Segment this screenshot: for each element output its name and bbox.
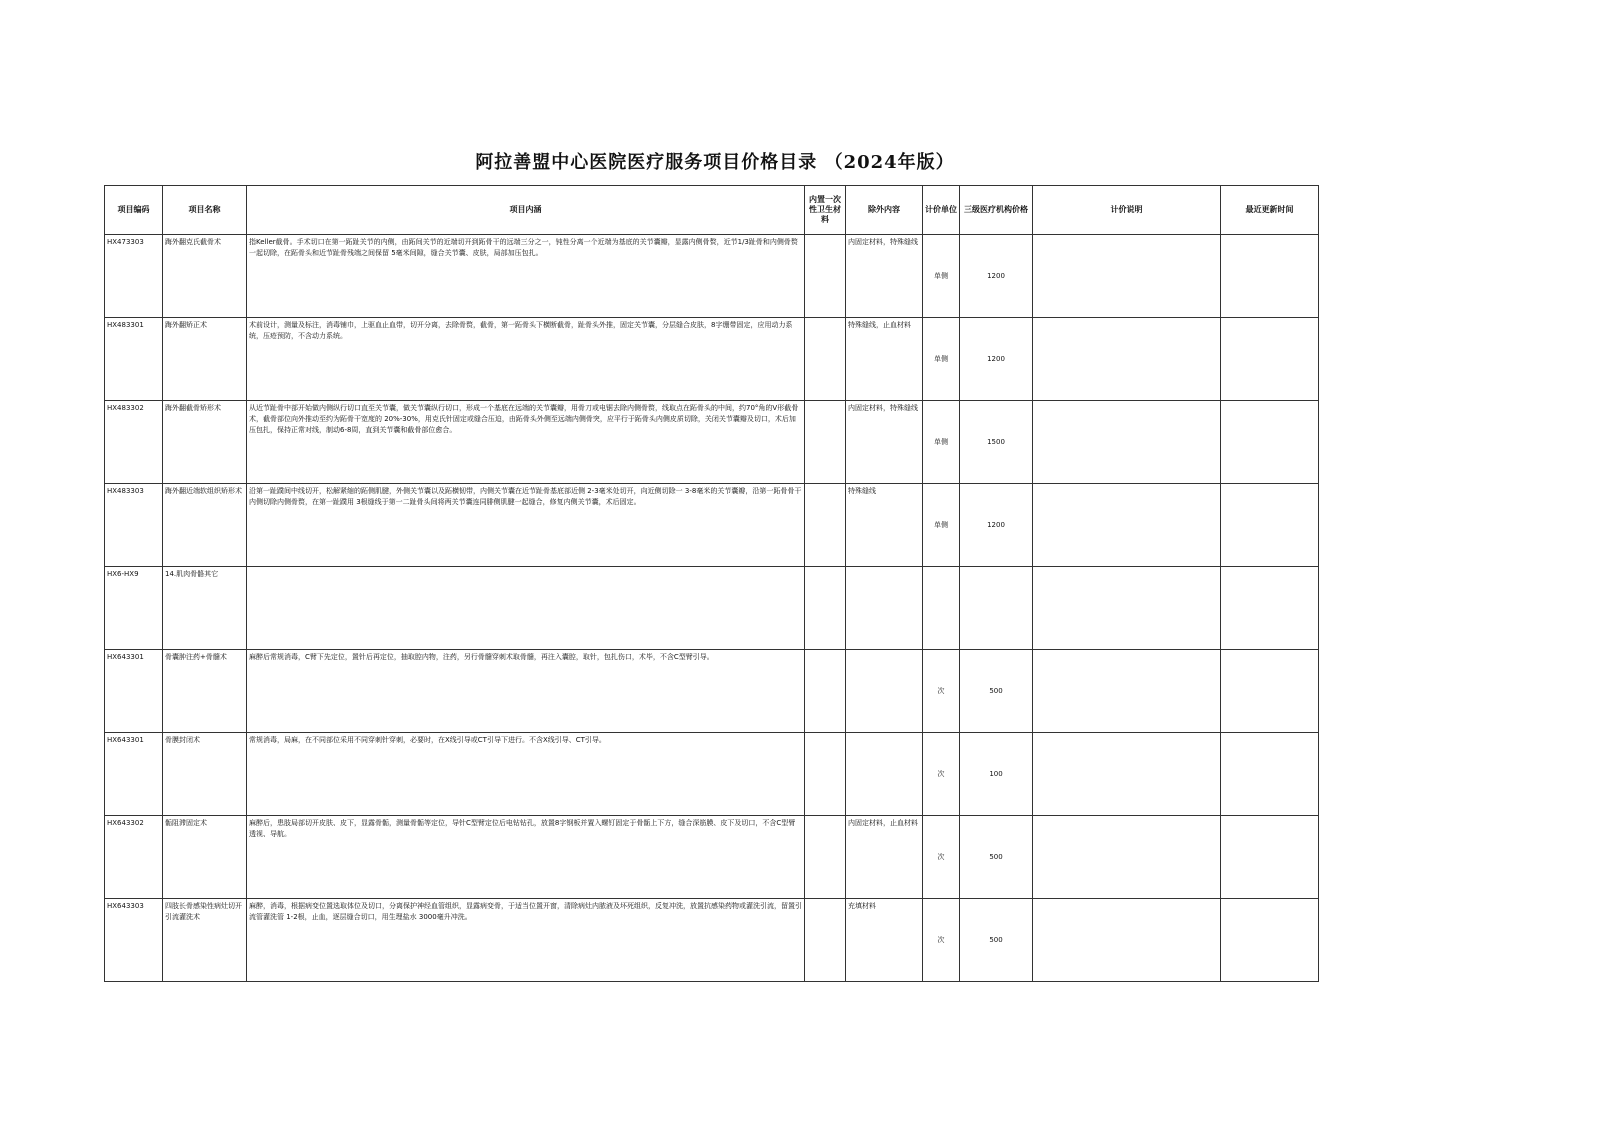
cell-note [1033, 401, 1221, 484]
price-table [104, 185, 1319, 982]
cell-material [805, 567, 846, 650]
cell-exclude: 特殊缝线 [846, 484, 923, 567]
cell-note [1033, 318, 1221, 401]
column-header-material: 内置一次性卫生材料 [805, 186, 846, 235]
cell-unit [923, 567, 960, 650]
table-row [105, 733, 1319, 816]
cell-updated [1221, 235, 1319, 318]
cell-name: 踇外翻矫正术 [163, 318, 247, 401]
cell-code: HX643301 [105, 733, 163, 816]
cell-unit: 次 [923, 733, 960, 816]
cell-note [1033, 816, 1221, 899]
cell-code: HX483303 [105, 484, 163, 567]
cell-content: 麻醉后，患肢局部切开皮肤、皮下，显露骨骺，测量骨骺等定位，导针C型臂定位后电钻钻孔，放置8字钢板并置入螺钉固定于骨骺上下方，缝合深筋膜、皮下及切口，不含C型臂透视、导航。 [247, 816, 805, 899]
cell-material [805, 401, 846, 484]
table-row [105, 401, 1319, 484]
cell-updated [1221, 401, 1319, 484]
cell-price: 1500 [960, 401, 1033, 484]
cell-updated [1221, 567, 1319, 650]
cell-name: 14.肌肉骨骼其它 [163, 567, 247, 650]
cell-price: 1200 [960, 235, 1033, 318]
column-header-unit: 计价单位 [923, 186, 960, 235]
cell-content: 术前设计，测量及标注，消毒铺巾，上驱血止血带，切开分离，去除骨赘，截骨，第一跖骨头下横断截骨，趾骨头外推，固定关节囊，分层缝合皮肤，8字绷带固定，应用动力系统，压疮预防，不含动力系统。 [247, 318, 805, 401]
cell-unit: 单侧 [923, 318, 960, 401]
cell-note [1033, 235, 1221, 318]
cell-unit: 单侧 [923, 235, 960, 318]
cell-note [1033, 733, 1221, 816]
cell-exclude [846, 650, 923, 733]
cell-material [805, 484, 846, 567]
table-row [105, 816, 1319, 899]
cell-exclude: 内固定材料，止血材料 [846, 816, 923, 899]
cell-code: HX643302 [105, 816, 163, 899]
cell-content: 指Keller截骨。手术切口在第一跖趾关节的内侧，由跖间关节的近端切开到跖骨干的远端三分之一，钝性分离一个近端为基底的关节囊瓣，显露内侧骨赘，近节1/3趾骨和内侧骨赘一起切除，在跖骨头和近节趾骨残端之间保留 5毫米间隙，缝合关节囊、皮肤，局部加压包扎。 [247, 235, 805, 318]
column-header-updated: 最近更新时间 [1221, 186, 1319, 235]
cell-exclude: 内固定材料，特殊缝线 [846, 235, 923, 318]
cell-content: 麻醉，消毒，根据病变位置选取体位及切口，分离保护神经血管组织，显露病变骨，于适当位置开窗，清除病灶内脓液及坏死组织，反复冲洗，放置抗感染药物或灌洗引流，留置引流管灌洗管 1-2根，止血，逐层缝合切口，用生理盐水 3000毫升冲洗。 [247, 899, 805, 982]
cell-price: 500 [960, 650, 1033, 733]
cell-content: 从近节趾骨中部开始做内侧纵行切口直至关节囊，做关节囊纵行切口，形成一个基底在远端的关节囊瓣，用骨刀或电锯去除内侧骨赘，线取点在跖骨头的中间，约70°角的V形截骨术，截骨部位向外推动至约为跖骨干宽度的 20%-30%，用克氏针固定或缝合压迫，由跖骨头外侧至远端内侧骨突，应平行于跖骨头内侧皮质切除，关闭关节囊瓣及切口，术后加压包扎，保持正常对线，制动6-8周，直到关节囊和截骨部位愈合。 [247, 401, 805, 484]
cell-material [805, 733, 846, 816]
cell-exclude: 充填材料 [846, 899, 923, 982]
cell-name: 踇外翻克氏截骨术 [163, 235, 247, 318]
column-header-name: 项目名称 [163, 186, 247, 235]
cell-updated [1221, 650, 1319, 733]
cell-content [247, 567, 805, 650]
cell-material [805, 816, 846, 899]
cell-unit: 次 [923, 899, 960, 982]
cell-note [1033, 567, 1221, 650]
table-row [105, 650, 1319, 733]
column-header-exclude: 除外内容 [846, 186, 923, 235]
cell-updated [1221, 899, 1319, 982]
cell-updated [1221, 484, 1319, 567]
table-row [105, 484, 1319, 567]
table-header-row [105, 186, 1319, 235]
cell-unit: 单侧 [923, 484, 960, 567]
cell-code: HX483301 [105, 318, 163, 401]
cell-updated [1221, 816, 1319, 899]
cell-unit: 单侧 [923, 401, 960, 484]
cell-content: 沿第一趾蹼间中线切开，松解紧缩的跖侧肌腱，外侧关节囊以及跖横韧带，内侧关节囊在近节趾骨基底部近侧 2-3毫米处切开，向近侧切除一 3-8毫米的关节囊瓣，沿第一跖骨骨干内侧切除内侧骨赘，在第一趾蹼用 3根缝线于第一二趾骨头间将两关节囊连同腓侧肌腱一起缝合，修复内侧关节囊，术后固定。 [247, 484, 805, 567]
cell-name: 踇外翻截骨矫形术 [163, 401, 247, 484]
column-header-content: 项目内涵 [247, 186, 805, 235]
cell-updated [1221, 318, 1319, 401]
cell-code: HX6-HX9 [105, 567, 163, 650]
cell-unit: 次 [923, 650, 960, 733]
cell-unit: 次 [923, 816, 960, 899]
cell-name: 踇外翻近端软组织矫形术 [163, 484, 247, 567]
cell-price: 500 [960, 816, 1033, 899]
cell-material [805, 318, 846, 401]
cell-name: 骨囊肿注药+骨髓术 [163, 650, 247, 733]
cell-material [805, 235, 846, 318]
cell-exclude: 内固定材料，特殊缝线 [846, 401, 923, 484]
cell-content: 常规消毒，局麻，在不同部位采用不同穿刺针穿刺，必要时，在X线引导或CT引导下进行。不含X线引导、CT引导。 [247, 733, 805, 816]
document-title: 阿拉善盟中心医院医疗服务项目价格目录 （2024年版） [475, 152, 955, 173]
cell-price: 1200 [960, 318, 1033, 401]
cell-exclude: 特殊缝线，止血材料 [846, 318, 923, 401]
cell-note [1033, 650, 1221, 733]
column-header-code: 项目编码 [105, 186, 163, 235]
cell-material [805, 899, 846, 982]
cell-exclude [846, 733, 923, 816]
table-row [105, 235, 1319, 318]
cell-material [805, 650, 846, 733]
cell-note [1033, 484, 1221, 567]
cell-price: 500 [960, 899, 1033, 982]
cell-code: HX473303 [105, 235, 163, 318]
cell-content: 麻醉后常规消毒，C臂下先定位，置针后再定位，抽取腔内物，注药，另行骨髓穿刺术取骨髓，再注入囊腔，取针，包扎伤口，术毕，不含C型臂引导。 [247, 650, 805, 733]
column-header-price: 三级医疗机构价格 [960, 186, 1033, 235]
cell-updated [1221, 733, 1319, 816]
cell-exclude [846, 567, 923, 650]
table-row [105, 567, 1319, 650]
cell-code: HX643301 [105, 650, 163, 733]
cell-name: 骺阻滞固定术 [163, 816, 247, 899]
cell-price: 1200 [960, 484, 1033, 567]
cell-name: 骨膜封闭术 [163, 733, 247, 816]
column-header-note: 计价说明 [1033, 186, 1221, 235]
table-row [105, 899, 1319, 982]
table-row [105, 318, 1319, 401]
cell-price [960, 567, 1033, 650]
cell-note [1033, 899, 1221, 982]
cell-code: HX643303 [105, 899, 163, 982]
cell-price: 100 [960, 733, 1033, 816]
cell-code: HX483302 [105, 401, 163, 484]
cell-name: 四肢长骨感染性病灶切开引流灌洗术 [163, 899, 247, 982]
